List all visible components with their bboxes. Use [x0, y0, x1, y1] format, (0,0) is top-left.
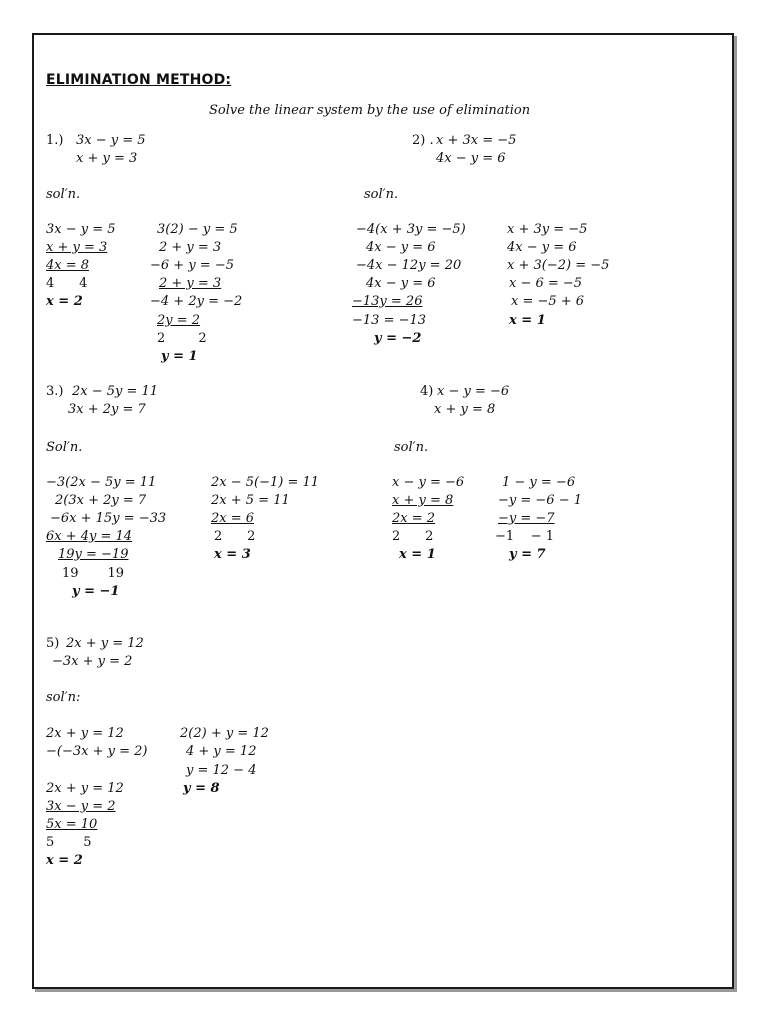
- p5-step: 4 + y = 12: [186, 744, 257, 759]
- problem-5-eq2: −3x + y = 2: [52, 654, 133, 669]
- p3-answer-y: y = −1: [72, 584, 120, 599]
- p3-step: 6x + 4y = 14: [46, 529, 133, 544]
- worksheet-heading: ELIMINATION METHOD:: [46, 72, 232, 88]
- p1-step: x + y = 3: [46, 240, 108, 255]
- p5-step: 5 5: [46, 835, 92, 850]
- problem-4-eq1: x − y = −6: [437, 384, 510, 399]
- p1-step: 2 + y = 3: [159, 240, 222, 255]
- p2-answer-y: y = −2: [374, 331, 422, 346]
- problem-4-label: 4): [420, 384, 434, 399]
- problem-1-eq2: x + y = 3: [76, 151, 138, 166]
- p2-step: −13y = 26: [352, 294, 423, 309]
- p3-step: −6x + 15y = −33: [50, 511, 167, 526]
- p2-step: −13 = −13: [352, 313, 427, 328]
- p5-step: 3x − y = 2: [46, 799, 116, 814]
- problem-2-solution-label: sol′n.: [364, 187, 399, 202]
- p2-step: −4(x + 3y = −5): [356, 222, 466, 237]
- p2-step: x − 6 = −5: [509, 276, 583, 291]
- p4-step: x + y = 8: [392, 493, 454, 508]
- p1-step: 4x = 8: [46, 258, 90, 273]
- p4-answer-x: x = 1: [399, 547, 436, 562]
- p5-step: 2x + y = 12: [46, 781, 124, 796]
- instruction-text: Solve the linear system by the use of elimination: [209, 103, 531, 118]
- p3-answer-x: x = 3: [214, 547, 251, 562]
- p2-step: x + 3(−2) = −5: [507, 258, 610, 273]
- p5-step: −(−3x + y = 2): [46, 744, 148, 759]
- p4-step: 2 2: [392, 529, 434, 544]
- p2-step: 4x − y = 6: [366, 276, 436, 291]
- p3-step: 2 2: [214, 529, 256, 544]
- p3-step: 19 19: [62, 566, 125, 581]
- p2-step: 4x − y = 6: [507, 240, 577, 255]
- p5-answer-x: x = 2: [46, 853, 83, 868]
- problem-2-label: 2) .: [412, 133, 434, 148]
- p3-step: 2x − 5(−1) = 11: [211, 475, 320, 490]
- p1-step: 3x − y = 5: [46, 222, 116, 237]
- p5-step: 2(2) + y = 12: [180, 726, 269, 741]
- p2-step: x = −5 + 6: [511, 294, 585, 309]
- p3-step: 2x + 5 = 11: [211, 493, 290, 508]
- p4-step: −y = −6 − 1: [498, 493, 582, 508]
- p1-step: −4 + 2y = −2: [150, 294, 243, 309]
- p5-step: 5x = 10: [46, 817, 98, 832]
- problem-5-solution-label: sol′n:: [46, 690, 81, 705]
- p2-step: 4x − y = 6: [366, 240, 436, 255]
- p1-step: −6 + y = −5: [150, 258, 234, 273]
- problem-2-eq2: 4x − y = 6: [436, 151, 506, 166]
- problem-3-eq2: 3x + 2y = 7: [68, 402, 146, 417]
- p3-step: 2(3x + 2y = 7: [55, 493, 147, 508]
- p4-step: −1 − 1: [495, 529, 554, 544]
- p3-step: 2x = 6: [211, 511, 255, 526]
- p5-answer-y: y = 8: [183, 781, 220, 796]
- p4-step: −y = −7: [498, 511, 555, 526]
- p4-step: 2x = 2: [392, 511, 436, 526]
- p5-step: 2x + y = 12: [46, 726, 124, 741]
- problem-3-eq1: 2x − 5y = 11: [72, 384, 159, 399]
- problem-3-label: 3.): [46, 384, 64, 399]
- problem-1-eq1: 3x − y = 5: [76, 133, 146, 148]
- problem-2-eq1: x + 3x = −5: [436, 133, 517, 148]
- p1-step: 3(2) − y = 5: [157, 222, 238, 237]
- p4-step: 1 − y = −6: [502, 475, 576, 490]
- problem-5-eq1: 2x + y = 12: [66, 636, 144, 651]
- p1-step: 2y = 2: [157, 313, 201, 328]
- p1-step: 2 2: [157, 331, 207, 346]
- p4-answer-y: y = 7: [509, 547, 546, 562]
- problem-4-solution-label: sol′n.: [394, 440, 429, 455]
- p2-step: −4x − 12y = 20: [356, 258, 462, 273]
- p1-step: 2 + y = 3: [159, 276, 222, 291]
- p1-answer-x: x = 2: [46, 294, 83, 309]
- p2-answer-x: x = 1: [509, 313, 546, 328]
- p4-step: x − y = −6: [392, 475, 465, 490]
- problem-5-label: 5): [46, 636, 60, 651]
- p2-step: x + 3y = −5: [507, 222, 588, 237]
- p5-step: y = 12 − 4: [186, 763, 257, 778]
- p1-step: 4 4: [46, 276, 88, 291]
- p1-answer-y: y = 1: [161, 349, 198, 364]
- p3-step: −3(2x − 5y = 11: [46, 475, 157, 490]
- problem-3-solution-label: Sol′n.: [46, 440, 83, 455]
- problem-1-label: 1.): [46, 133, 64, 148]
- p3-step: 19y = −19: [58, 547, 129, 562]
- problem-4-eq2: x + y = 8: [434, 402, 496, 417]
- problem-1-solution-label: sol′n.: [46, 187, 81, 202]
